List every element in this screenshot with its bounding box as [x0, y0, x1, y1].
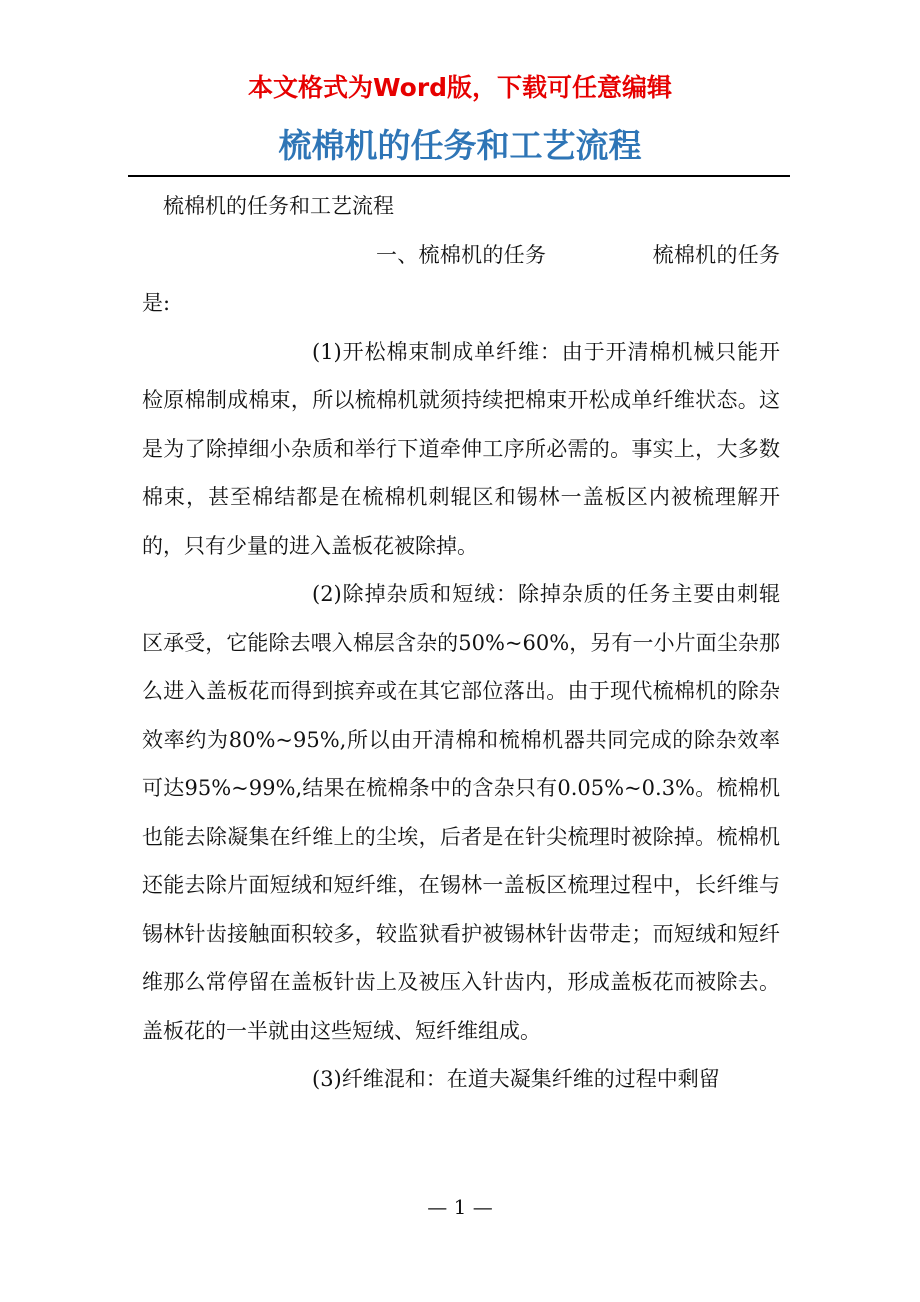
page-number: — 1 — [427, 1195, 493, 1219]
section-heading-paragraph: 一、梳棉机的任务 梳棉机的任务是: [142, 242, 780, 315]
task-item-1: (1)开松棉束制成单纤维：由于开清棉机械只能开检原棉制成棉束，所以梳棉机就须持续把棉束开松成单纤维状态。这是为了除掉细小杂质和举行下道牵伸工序所必需的。事实上，大多数棉束，甚至棉结都是在梳棉机刺辊区和锡林一盖板区内被梳理解开的，只有少量的进入盖板花被除掉。 [142, 339, 780, 558]
title-divider [128, 175, 790, 177]
intro-paragraph: 梳棉机的任务和工艺流程 [163, 194, 394, 218]
document-title: 梳棉机的任务和工艺流程 [278, 126, 642, 165]
task-item-3: (3)纤维混和：在道夫凝集纤维的过程中剩留 [312, 1067, 720, 1091]
document-body [142, 182, 780, 1104]
task-item-2: (2)除掉杂质和短绒：除掉杂质的任务主要由刺辊区承受，它能除去喂入棉层含杂的50%~60%，另有一小片面尘杂那么进入盖板花而得到摈弃或在其它部位落出。由于现代梳棉机的除杂效率约为80%~95%,所以由开清棉和梳棉机器共同完成的除杂效率可达95%~99%,结果在梳棉条中的含杂只有0.05%~0.3%。梳棉机也能去除凝集在纤维上的尘埃，后者是在针尖梳理时被除掉。梳棉机还能去除片面短绒和短纤维，在锡林一盖板区梳理过程中，长纤维与锡林针齿接触面积较多，较监狱看护被锡林针齿带走；而短绒和短纤维那么常停留在盖板针齿上及被压入针齿内，形成盖板花而被除去。盖板花的一半就由这些短绒、短纤维组成。 [142, 582, 780, 1043]
download-notice-banner: 本文格式为Word版，下载可任意编辑 [247, 73, 673, 102]
